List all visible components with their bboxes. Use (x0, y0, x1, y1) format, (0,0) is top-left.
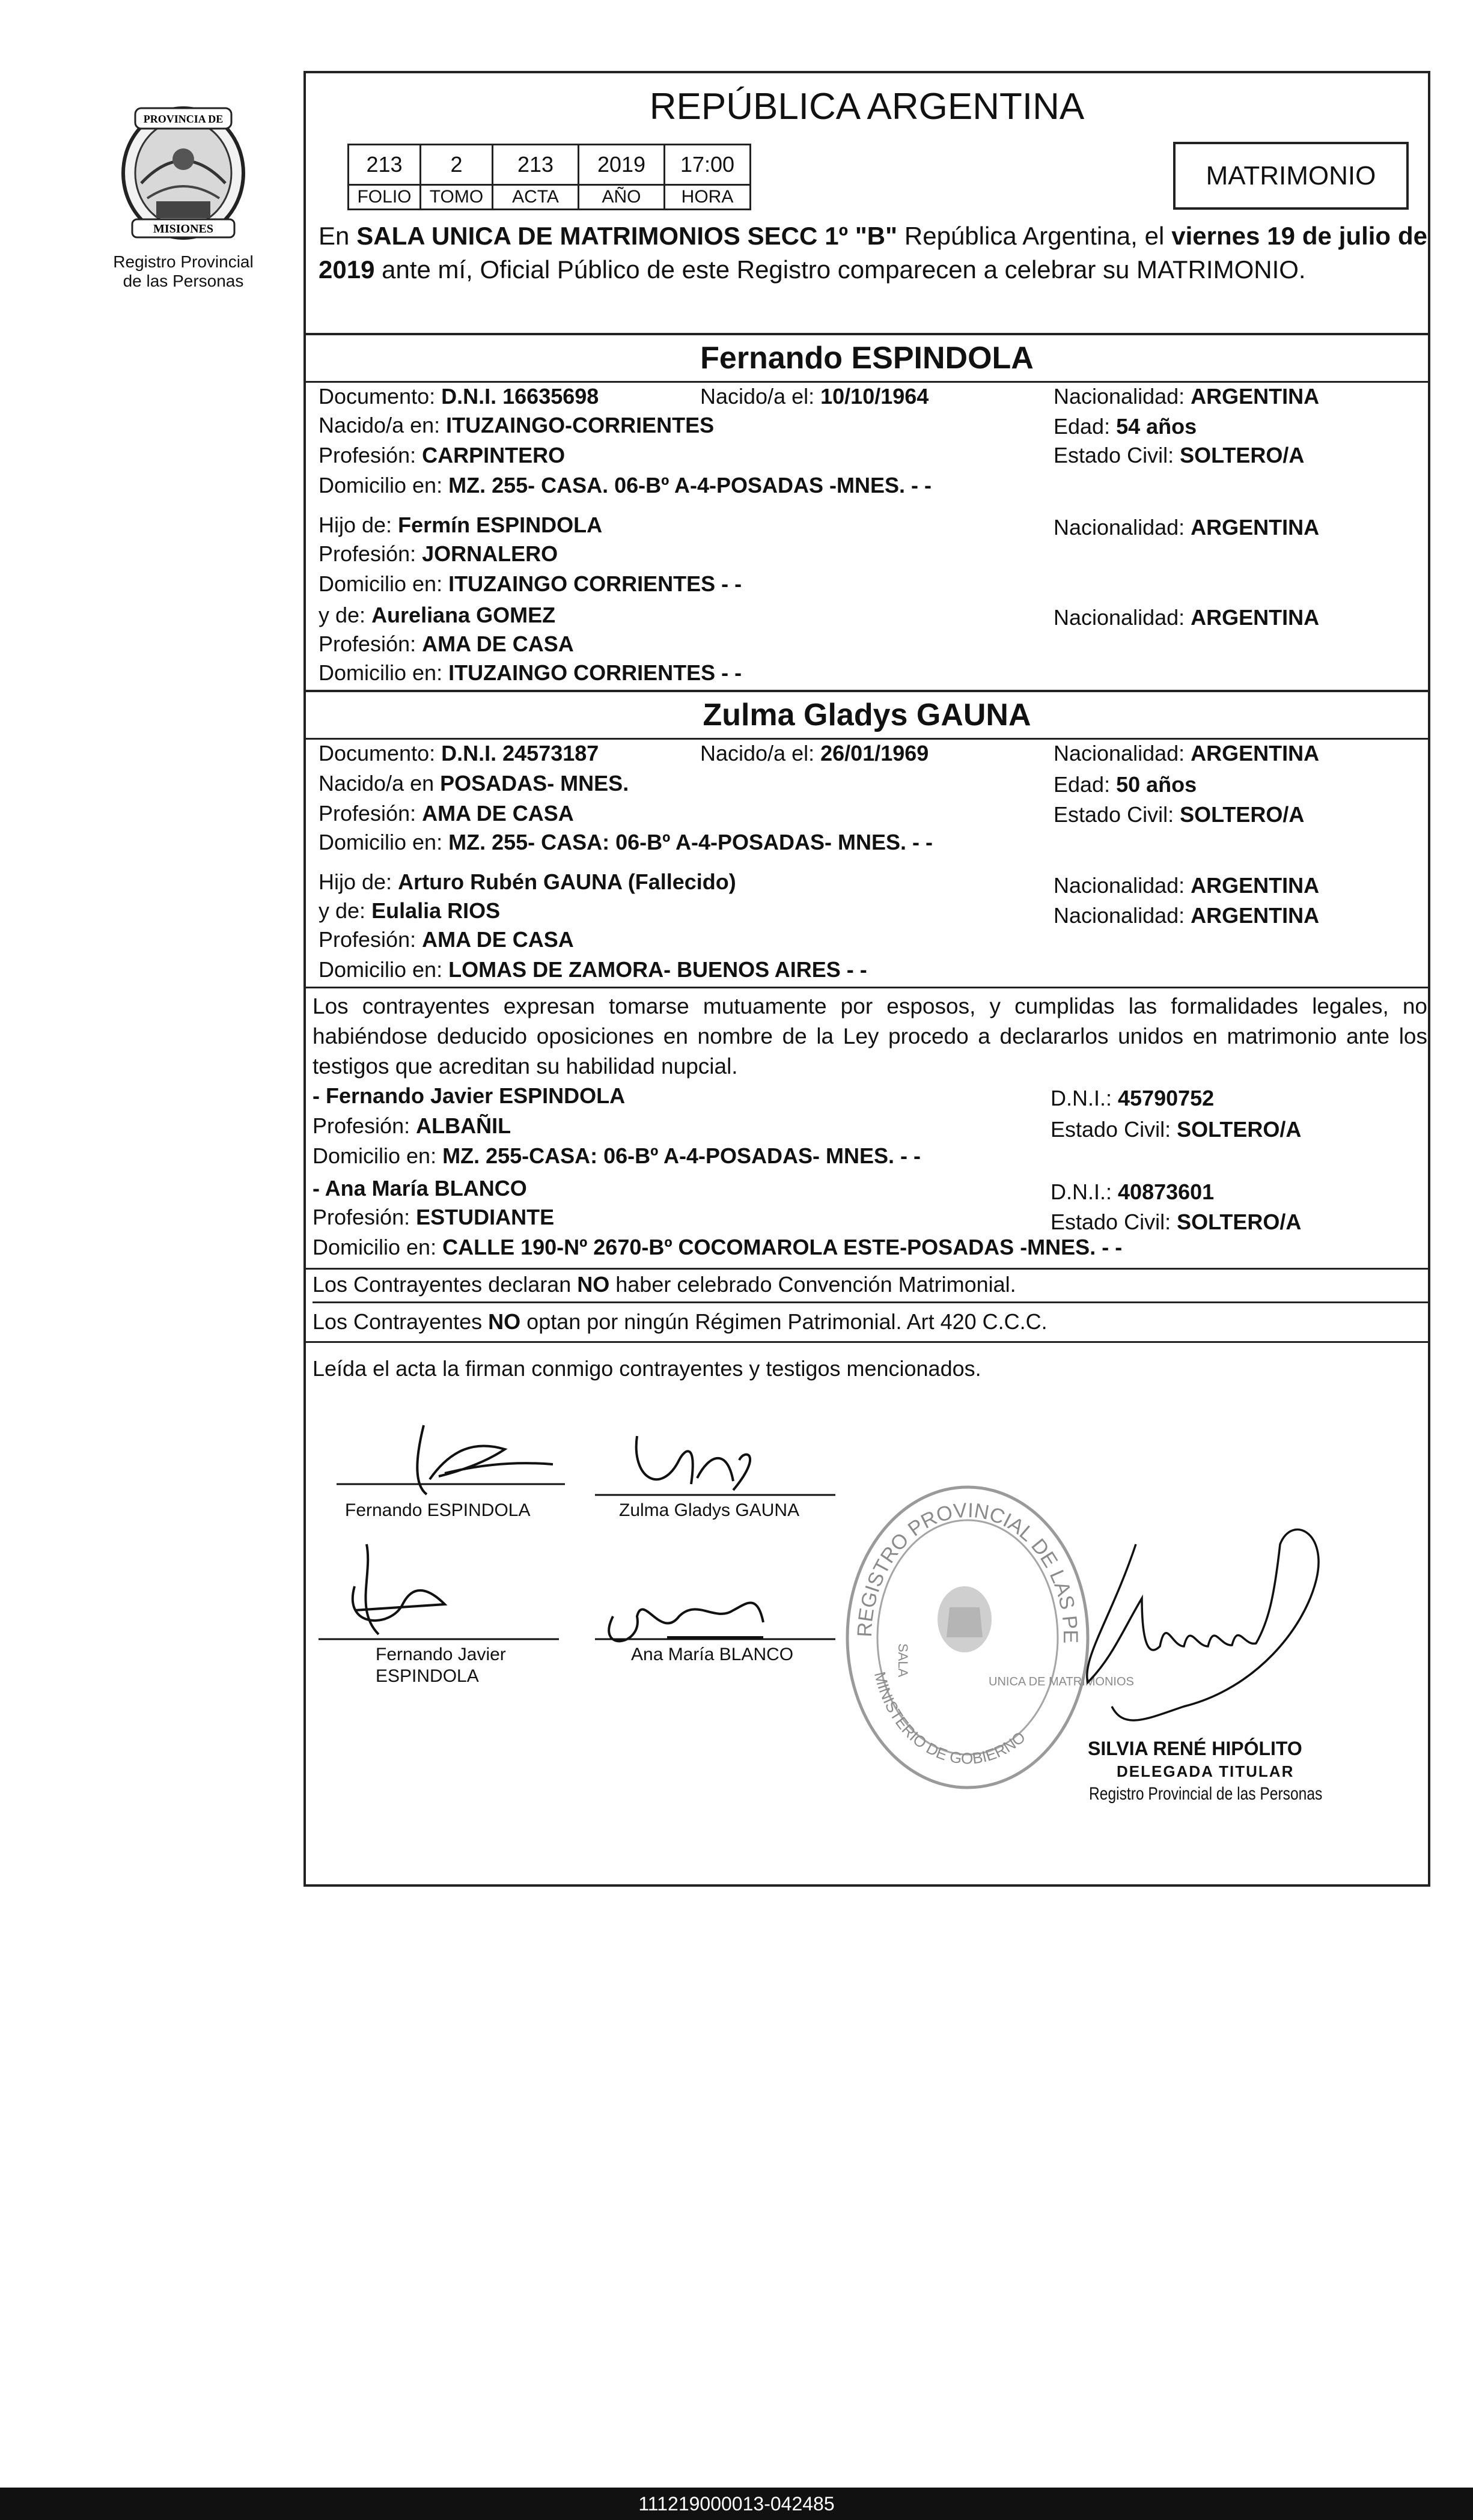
spouse2-nacionalidad: Nacionalidad: ARGENTINA (1054, 741, 1320, 765)
spouse2-domicilio: Domicilio en: MZ. 255- CASA: 06-Bº A-4-POSADAS- MNES. - - (319, 830, 933, 854)
tomo-value: 2 (421, 145, 493, 185)
signature-label-4: Ana María BLANCO (631, 1645, 794, 1664)
spouse2-father-nacionalidad: Nacionalidad: ARGENTINA (1054, 873, 1320, 898)
witness2-domicilio: Domicilio en: CALLE 190-Nº 2670-Bº COCOMAROLA ESTE-POSADAS -MNES. - - (313, 1235, 1123, 1259)
witness1-estado-civil: Estado Civil: SOLTERO/A (1051, 1117, 1302, 1142)
intro-date: viernes 19 de julio de 2019 (319, 222, 1428, 284)
spouse1-mother-nacionalidad: Nacionalidad: ARGENTINA (1054, 605, 1320, 630)
spouse1-father-nacionalidad: Nacionalidad: ARGENTINA (1054, 515, 1320, 540)
signature-zulma (595, 1424, 847, 1511)
handwritten-signature-icon (1076, 1508, 1352, 1736)
handwritten-signature-icon (595, 1424, 847, 1508)
witness1-name: - Fernando Javier ESPINDOLA (313, 1083, 626, 1108)
handwritten-signature-icon (319, 1538, 571, 1646)
anio-value: 2019 (579, 145, 665, 185)
signature-label-3: Fernando Javier ESPINDOLA (376, 1645, 506, 1686)
declaration-paragraph: Los contrayentes expresan tomarse mutuamente por esposos, y cumplidas las formalidades legales, no habiéndose deducido oposiciones en nombre de la Ley procedo a declararlos unidos en matrimonio ante los testigos que acreditan su habilidad nupcial. (313, 994, 1427, 1079)
misiones-seal-icon (114, 102, 252, 240)
spouse1-father: Hijo de: Fermín ESPINDOLA (319, 513, 603, 537)
spouse1-mother-domicilio: Domicilio en: ITUZAINGO CORRIENTES - - (319, 660, 742, 685)
folio-label: FOLIO (349, 185, 421, 210)
hora-label: HORA (665, 185, 751, 210)
intro-text-2: República Argentina, el (897, 222, 1172, 250)
spouse1-estado-civil: Estado Civil: SOLTERO/A (1054, 443, 1305, 467)
spouse2-estado-civil: Estado Civil: SOLTERO/A (1054, 802, 1305, 827)
spouse1-nacido-el: Nacido/a el: 10/10/1964 (700, 384, 929, 409)
official-stamp (830, 1445, 1134, 1791)
signature-fernando (325, 1413, 577, 1506)
page-title: REPÚBLICA ARGENTINA (649, 86, 1085, 127)
registry-seal (114, 102, 252, 240)
witness1-domicilio: Domicilio en: MZ. 255-CASA: 06-Bº A-4-POSADAS- MNES. - - (313, 1143, 921, 1168)
seal-top-text: PROVINCIA DE (143, 113, 224, 125)
divider (313, 1301, 1430, 1303)
divider (303, 987, 1430, 988)
witness2-name: - Ana María BLANCO (313, 1176, 527, 1201)
official-org: Registro Provincial de las Personas (1089, 1784, 1323, 1804)
witness2-dni: D.N.I.: 40873601 (1051, 1179, 1215, 1204)
spouse1-nacido-en: Nacido/a en: ITUZAINGO-CORRIENTES (319, 413, 715, 437)
spouse1-name: Fernando ESPINDOLA (700, 341, 1034, 376)
record-values-row (349, 145, 751, 185)
footer-code-bar (0, 2488, 1473, 2520)
hora-value: 17:00 (665, 145, 751, 185)
record-fields-table (347, 144, 751, 210)
spouse1-nacionalidad: Nacionalidad: ARGENTINA (1054, 384, 1320, 409)
signature-label-1: Fernando ESPINDOLA (345, 1500, 531, 1520)
anio-label: AÑO (579, 185, 665, 210)
convention-line-2: Los Contrayentes NO optan por ningún Régimen Patrimonial. Art 420 C.C.C. (313, 1309, 1048, 1334)
intro-paragraph (319, 219, 1427, 287)
stamp-ring-text: REGISTRO PROVINCIAL DE LAS PERSONAS (830, 1445, 1082, 1644)
divider (303, 1268, 1430, 1270)
spouse1-documento: Documento: D.N.I. 16635698 (319, 384, 599, 409)
witness1-profesion: Profesión: ALBAÑIL (313, 1113, 511, 1138)
spouse2-mother-profesion: Profesión: AMA DE CASA (319, 927, 574, 952)
witness2-profesion: Profesión: ESTUDIANTE (313, 1205, 555, 1229)
official-name: SILVIA RENÉ HIPÓLITO (1088, 1738, 1302, 1759)
spouse1-profesion: Profesión: CARPINTERO (319, 443, 566, 467)
registry-line-2: de las Personas (123, 272, 244, 290)
spouse1-father-domicilio: Domicilio en: ITUZAINGO CORRIENTES - - (319, 571, 742, 596)
stamp-inner-left: SALA (895, 1643, 910, 1678)
spouse1-domicilio: Domicilio en: MZ. 255- CASA. 06-Bº A-4-POSADAS -MNES. - - (319, 473, 932, 498)
acta-label: ACTA (493, 185, 579, 210)
spouse2-documento: Documento: D.N.I. 24573187 (319, 741, 599, 765)
seal-bottom-text: MISIONES (153, 222, 214, 236)
spouse2-name: Zulma Gladys GAUNA (703, 698, 1031, 732)
stamp-inner-mid: UNICA DE MATRIMONIOS (989, 1675, 1134, 1688)
witness2-estado-civil: Estado Civil: SOLTERO/A (1051, 1210, 1302, 1234)
signature-fernando-javier (319, 1538, 571, 1649)
registry-line-1: Registro Provincial (113, 252, 254, 271)
spouse2-mother: y de: Eulalia RIOS (319, 898, 501, 923)
spouse2-mother-domicilio: Domicilio en: LOMAS DE ZAMORA- BUENOS AIRES - - (319, 957, 867, 982)
handwritten-signature-icon (325, 1413, 577, 1503)
witness1-dni: D.N.I.: 45790752 (1051, 1086, 1215, 1110)
spouse2-mother-nacionalidad: Nacionalidad: ARGENTINA (1054, 903, 1320, 928)
closing-text: Leída el acta la firman conmigo contrayentes y testigos mencionados. (313, 1356, 981, 1381)
spouse1-father-profesion: Profesión: JORNALERO (319, 541, 558, 566)
divider (303, 1341, 1430, 1343)
divider (303, 690, 1430, 692)
stamp-bottom-text: MINISTERIO DE GOBIERNO (870, 1670, 1029, 1768)
handwritten-signature-icon (595, 1580, 847, 1652)
spouse2-nacido-el: Nacido/a el: 26/01/1969 (700, 741, 929, 765)
official-title: DELEGADA TITULAR (1117, 1762, 1295, 1780)
acta-value: 213 (493, 145, 579, 185)
folio-value: 213 (349, 145, 421, 185)
tomo-label: TOMO (421, 185, 493, 210)
record-type-box: MATRIMONIO (1173, 142, 1409, 210)
intro-office: SALA UNICA DE MATRIMONIOS SECC 1º "B" (356, 222, 897, 250)
intro-text-3: ante mí, Oficial Público de este Registro comparecen a celebrar su MATRIMONIO. (374, 255, 1306, 284)
record-labels-row (349, 185, 751, 210)
spouse1-edad: Edad: 54 años (1054, 414, 1197, 439)
intro-text-1: En (319, 222, 357, 250)
registry-stamp-icon (830, 1445, 1134, 1788)
signature-label-2: Zulma Gladys GAUNA (619, 1500, 800, 1520)
footer-code: 111219000013-042485 (638, 2493, 835, 2515)
convention-line-1: Los Contrayentes declaran NO haber celebrado Convención Matrimonial. (313, 1272, 1016, 1297)
divider (303, 333, 1430, 335)
official-signature (1076, 1508, 1352, 1739)
spouse2-nacido-en: Nacido/a en POSADAS- MNES. (319, 771, 629, 796)
spouse2-edad: Edad: 50 años (1054, 772, 1197, 797)
registry-name (90, 252, 276, 291)
spouse2-father: Hijo de: Arturo Rubén GAUNA (Fallecido) (319, 869, 736, 894)
spouse2-profesion: Profesión: AMA DE CASA (319, 801, 574, 826)
spouse1-mother: y de: Aureliana GOMEZ (319, 603, 556, 627)
spouse1-mother-profesion: Profesión: AMA DE CASA (319, 632, 574, 656)
